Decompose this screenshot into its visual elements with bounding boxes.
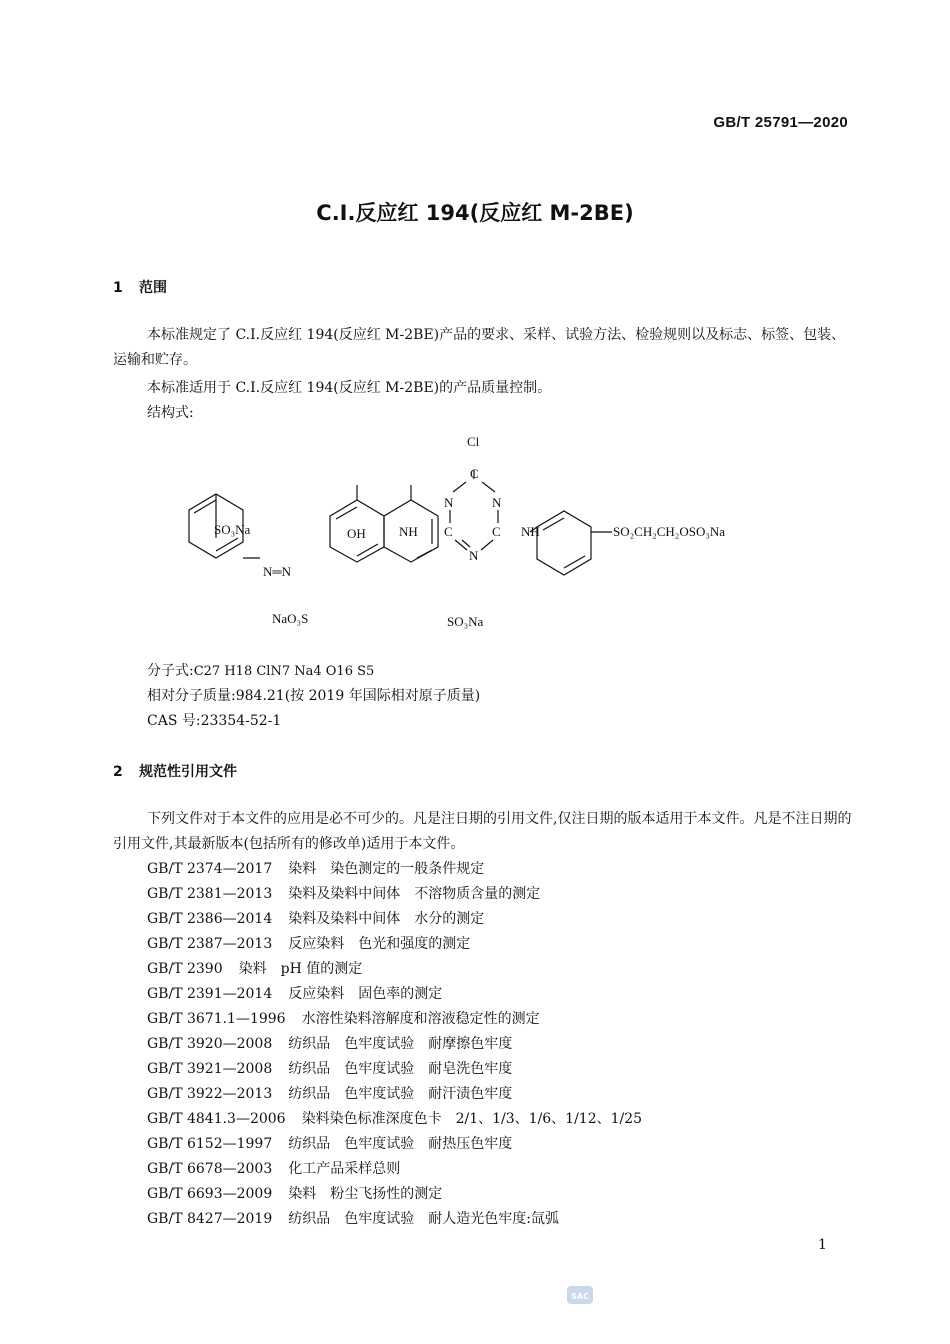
reference-code: GB/T 3671.1—1996 bbox=[147, 1011, 286, 1027]
page-number: 1 bbox=[818, 1237, 827, 1253]
reference-item bbox=[147, 857, 642, 882]
reference-title: 化工产品采样总则 bbox=[288, 1161, 401, 1177]
reference-code: GB/T 3920—2008 bbox=[147, 1036, 273, 1052]
reference-item bbox=[147, 1132, 642, 1157]
label-oh-visible: OH bbox=[347, 526, 366, 541]
reference-item bbox=[147, 1107, 642, 1132]
reference-code: GB/T 2386—2014 bbox=[147, 911, 273, 927]
reference-item bbox=[147, 1082, 642, 1107]
label-side-chain: SO₂CH₂CH₂OSO₃Na bbox=[613, 524, 726, 539]
reference-item bbox=[147, 1157, 642, 1182]
sac-logo-icon bbox=[566, 1284, 594, 1306]
reference-list bbox=[147, 857, 642, 1232]
reference-title: 反应染料 色光和强度的测定 bbox=[288, 936, 471, 952]
reference-title: 染料 染色测定的一般条件规定 bbox=[288, 861, 485, 877]
standard-number: GB/T 25791—2020 bbox=[713, 114, 848, 131]
section-2-number: 2 bbox=[113, 764, 123, 780]
references-intro-text: 下列文件对于本文件的应用是必不可少的。凡是注日期的引用文件,仅注日期的版本适用于本文件。凡是不注日期的引用文件,其最新版本(包括所有的修改单)适用于本文件。 bbox=[113, 811, 852, 852]
structure-label: 结构式: bbox=[147, 405, 194, 421]
scope-paragraph bbox=[113, 323, 853, 373]
label-naso3: NaO₃S bbox=[272, 611, 309, 626]
label-c-right: C bbox=[492, 524, 501, 539]
reference-code: GB/T 4841.3—2006 bbox=[147, 1111, 286, 1127]
molar-mass: 相对分子质量:984.21(按 2019 年国际相对原子质量) bbox=[147, 688, 481, 704]
reference-title: 染料染色标准深度色卡 2/1、1/3、1/6、1/12、1/25 bbox=[301, 1111, 643, 1127]
formula-line bbox=[147, 660, 374, 680]
reference-item bbox=[147, 982, 642, 1007]
label-nh-right: NH bbox=[521, 524, 540, 539]
triazine-ring bbox=[450, 482, 498, 550]
label-c-top: C bbox=[470, 466, 479, 481]
label-so3na-ring: SO₃Na bbox=[447, 614, 484, 629]
document-title: C.I.反应红 194(反应红 M-2BE) bbox=[316, 201, 634, 225]
reference-code: GB/T 6693—2009 bbox=[147, 1186, 273, 1202]
label-c-left: C bbox=[444, 524, 453, 539]
label-n-right: N bbox=[492, 495, 502, 510]
reference-code: GB/T 3922—2013 bbox=[147, 1086, 273, 1102]
reference-item bbox=[147, 1032, 642, 1057]
reference-title: 染料 粉尘飞扬性的测定 bbox=[288, 1186, 443, 1202]
reference-item bbox=[147, 1207, 642, 1232]
section-1-title: 范围 bbox=[139, 280, 167, 296]
reference-title: 纺织品 色牢度试验 耐摩擦色牢度 bbox=[288, 1036, 513, 1052]
reference-item bbox=[147, 907, 642, 932]
structural-formula bbox=[180, 430, 790, 635]
label-n-bottom: N bbox=[469, 548, 479, 563]
svg-text:SAC: SAC bbox=[571, 1292, 589, 1301]
reference-code: GB/T 6152—1997 bbox=[147, 1136, 273, 1152]
formula-value: C27 H18 ClN7 Na4 O16 S5 bbox=[193, 664, 375, 679]
reference-code: GB/T 3921—2008 bbox=[147, 1061, 273, 1077]
reference-code: GB/T 2381—2013 bbox=[147, 886, 273, 902]
reference-title: 纺织品 色牢度试验 耐热压色牢度 bbox=[288, 1136, 513, 1152]
reference-item bbox=[147, 932, 642, 957]
cas-number: CAS 号:23354-52-1 bbox=[147, 713, 282, 729]
formula-label: 分子式: bbox=[147, 663, 194, 679]
reference-item bbox=[147, 957, 642, 982]
reference-code: GB/T 2390 bbox=[147, 961, 223, 977]
references-intro bbox=[113, 807, 853, 857]
reference-item bbox=[147, 1182, 642, 1207]
reference-title: 反应染料 固色率的测定 bbox=[288, 986, 443, 1002]
reference-title: 纺织品 色牢度试验 耐汗渍色牢度 bbox=[288, 1086, 513, 1102]
reference-title: 纺织品 色牢度试验 耐人造光色牢度:氙弧 bbox=[288, 1211, 559, 1227]
scope-text: 本标准规定了 C.I.反应红 194(反应红 M-2BE)产品的要求、采样、试验方法、检验规则以及标志、标签、包装、运输和贮存。 bbox=[113, 327, 846, 368]
phenyl-ring-right bbox=[537, 511, 591, 575]
label-n-left: N bbox=[444, 495, 454, 510]
applicability-text: 本标准适用于 C.I.反应红 194(反应红 M-2BE)的产品质量控制。 bbox=[147, 380, 552, 396]
reference-code: GB/T 2391—2014 bbox=[147, 986, 273, 1002]
label-nh-left: NH bbox=[399, 524, 418, 539]
reference-code: GB/T 2374—2017 bbox=[147, 861, 273, 877]
reference-item bbox=[147, 1007, 642, 1032]
label-so3na-phenyl: SO₃Na bbox=[214, 522, 251, 537]
reference-title: 水溶性染料溶解度和溶液稳定性的测定 bbox=[301, 1011, 540, 1027]
reference-title: 染料及染料中间体 水分的测定 bbox=[288, 911, 485, 927]
section-1-heading bbox=[113, 277, 167, 297]
reference-title: 纺织品 色牢度试验 耐皂洗色牢度 bbox=[288, 1061, 513, 1077]
section-1-number: 1 bbox=[113, 280, 123, 296]
reference-title: 染料及染料中间体 不溶物质含量的测定 bbox=[288, 886, 541, 902]
reference-code: GB/T 6678—2003 bbox=[147, 1161, 273, 1177]
section-2-title: 规范性引用文件 bbox=[139, 764, 237, 780]
section-2-heading bbox=[113, 761, 237, 781]
label-cl: Cl bbox=[467, 434, 480, 449]
reference-item bbox=[147, 1057, 642, 1082]
label-azo: N═N bbox=[263, 564, 291, 579]
reference-code: GB/T 8427—2019 bbox=[147, 1211, 273, 1227]
reference-title: 染料 pH 值的测定 bbox=[238, 961, 363, 977]
reference-code: GB/T 2387—2013 bbox=[147, 936, 273, 952]
reference-item bbox=[147, 882, 642, 907]
